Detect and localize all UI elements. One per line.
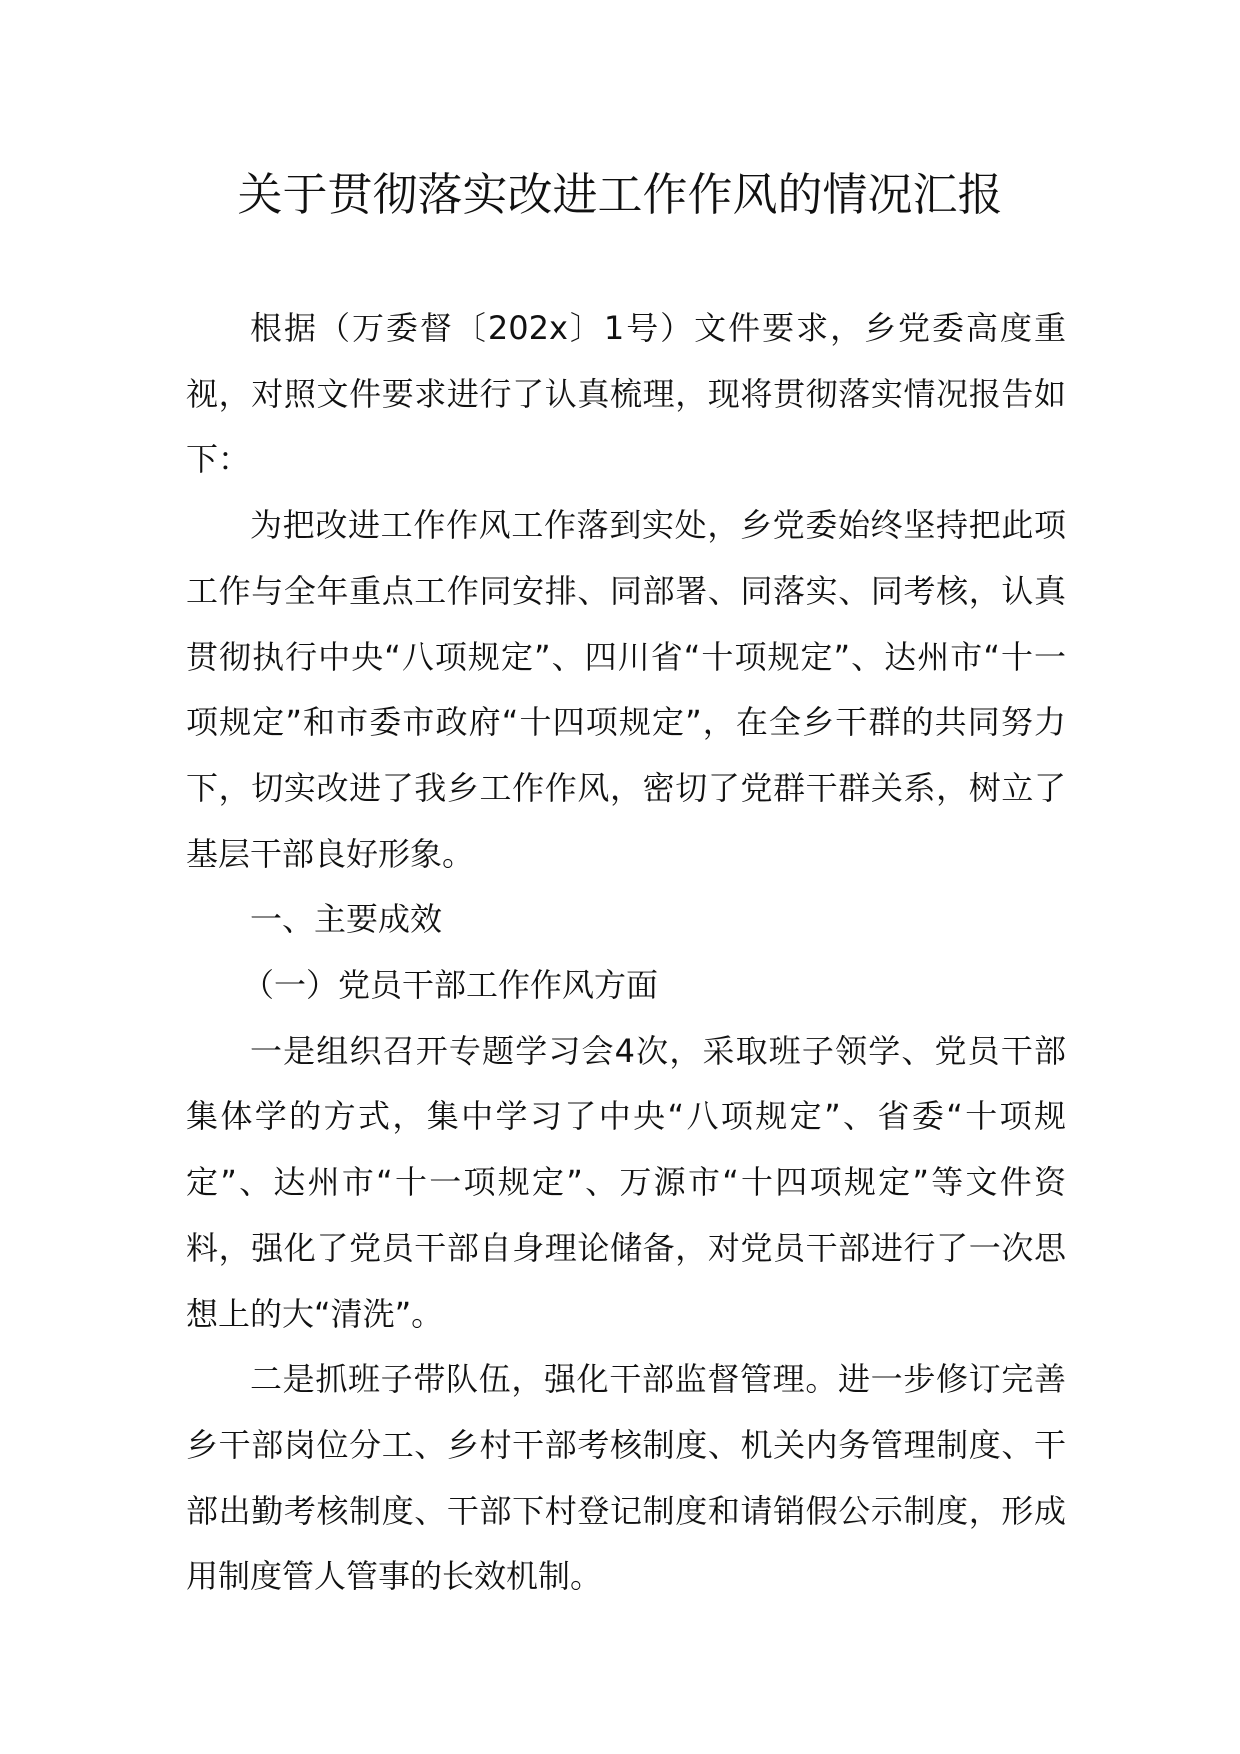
subsection-heading-work-style: （一）党员干部工作作风方面: [242, 966, 659, 1005]
document-body: [186, 296, 1066, 1610]
paragraph-overview: 为把改进工作作风工作落到实处，乡党委始终坚持把此项工作与全年重点工作同安排、同部署、同落实、同考核，认真贯彻执行中央“八项规定”、四川省“十项规定”、达州市“十一项规定”和市委市政府“十四项规定”，在全乡干群的共同努力下，切实改进了我乡工作作风，密切了党群干群关系，树立了基层干部良好形象。: [186, 506, 1066, 873]
paragraph-point-2: 二是抓班子带队伍，强化干部监督管理。进一步修订完善乡干部岗位分工、乡村干部考核制度、机关内务管理制度、干部出勤考核制度、干部下村登记制度和请销假公示制度，形成用制度管人管事的长效机制。: [186, 1360, 1066, 1596]
paragraph-intro: 根据（万委督〔202x〕1号）文件要求，乡党委高度重视，对照文件要求进行了认真梳理，现将贯彻落实情况报告如下：: [186, 309, 1066, 479]
paragraph-point-1: 一是组织召开专题学习会4次，采取班子领学、党员干部集体学的方式，集中学习了中央“八项规定”、省委“十项规定”、达州市“十一项规定”、万源市“十四项规定”等文件资料，强化了党员干部自身理论储备，对党员干部进行了一次思想上的大“清洗”。: [186, 1031, 1066, 1333]
section-heading-main-results: 一、主要成效: [250, 900, 443, 939]
document-title: 关于贯彻落实改进工作作风的情况汇报: [237, 168, 1003, 221]
